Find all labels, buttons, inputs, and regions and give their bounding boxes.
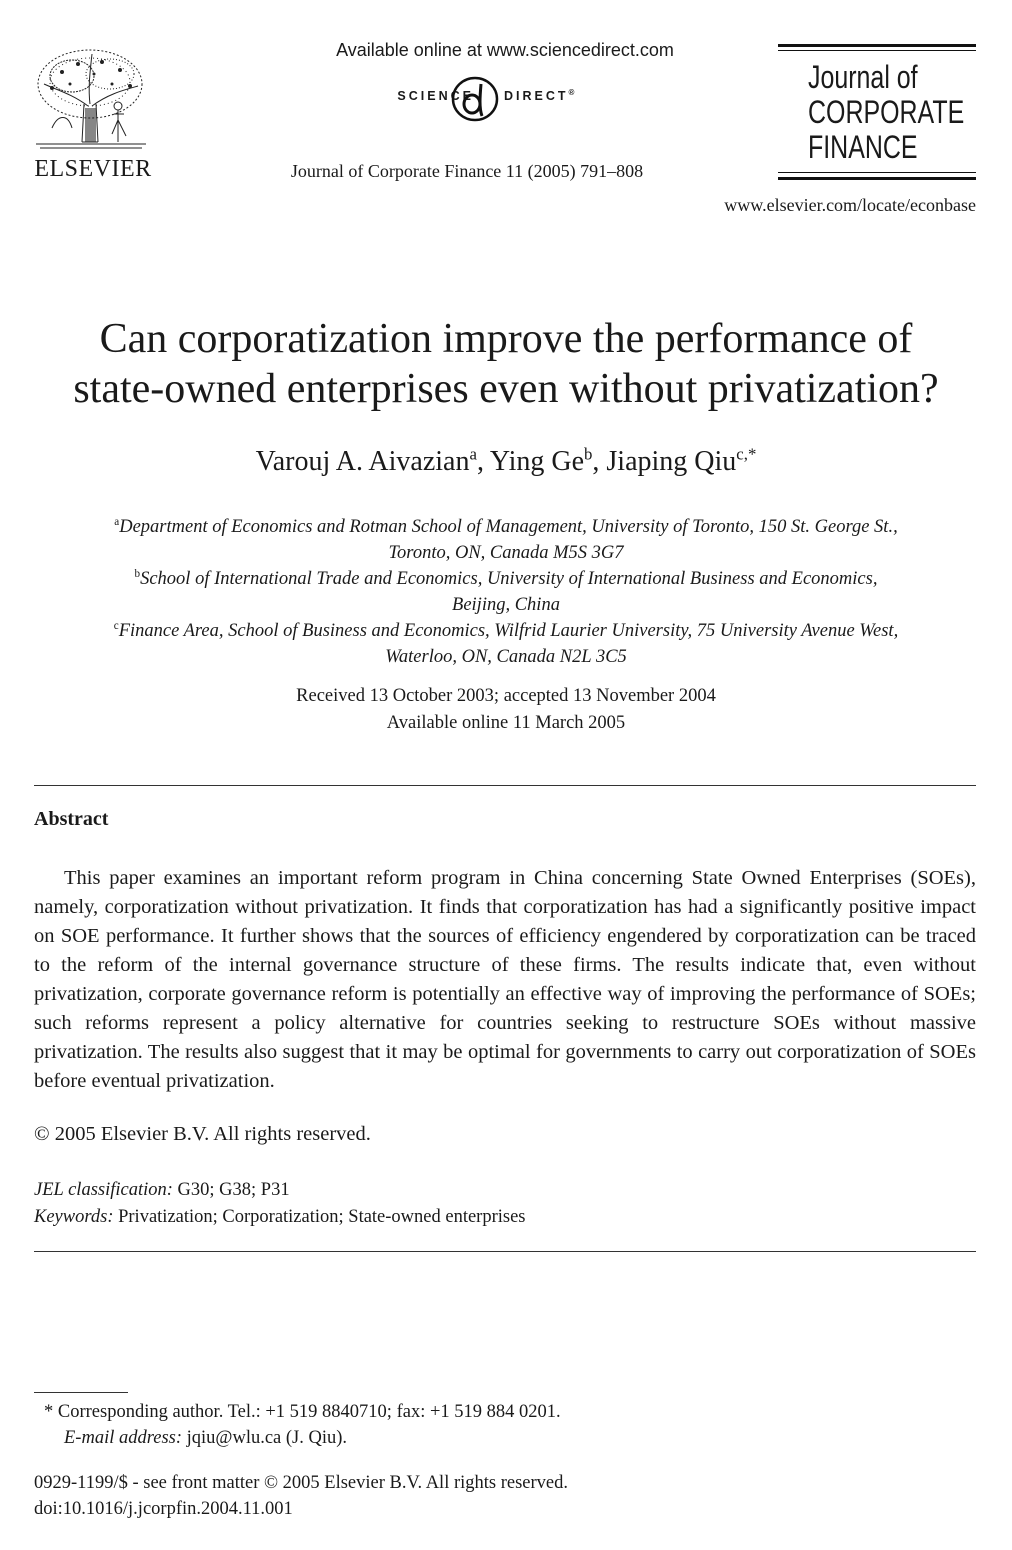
sciencedirect-right-word: DIRECT® xyxy=(504,87,575,103)
journal-logo xyxy=(778,44,976,184)
sciencedirect-at-icon xyxy=(448,74,502,124)
affiliation-c: $^c$Finance Area, School of Business and Economics, Wilfrid Laurier University, 75 University Avenue West, Waterloo, ON, Canada N2L 3C5 xyxy=(113,619,899,667)
received-date: Received 13 October 2003; accepted 13 November 2004 xyxy=(296,686,716,706)
divider xyxy=(34,1251,976,1252)
jel-classification: JEL classification: G30; G38; P31 xyxy=(34,1180,290,1200)
article-title xyxy=(30,314,982,414)
title-line: state-owned enterprises even without privatization? xyxy=(73,366,939,412)
author-email: E-mail address: jqiu@wlu.ca (J. Qiu). xyxy=(64,1428,348,1448)
author-name: Ying Ge xyxy=(489,446,585,477)
divider xyxy=(34,785,976,786)
available-online-text: Available online at www.sciencedirect.com xyxy=(336,40,674,60)
journal-url[interactable]: www.elsevier.com/locate/econbase xyxy=(724,195,976,215)
author-list: Varouj A. Aivazian$^a$, Ying Ge$^b$, Jiaping Qiu$^{c,*}$ xyxy=(255,444,757,477)
author-name: Varouj A. Aivazian xyxy=(255,446,470,477)
footnote-rule xyxy=(34,1392,128,1393)
doi-line[interactable]: doi:10.1016/j.jcorpfin.2004.11.001 xyxy=(34,1499,293,1519)
title-line: Can corporatization improve the performance of xyxy=(99,316,913,362)
author-sup: c,* xyxy=(736,444,757,464)
affiliation-a: $^a$Department of Economics and Rotman School of Management, University of Toronto, 150 St. George St., Toronto, ON, Canada M5S 3G7 xyxy=(114,515,898,563)
abstract-body: This paper examines an important reform program in China concerning State Owned Enterprises (SOEs), namely, corporatization without privatization. It finds that corporatization has had a significantly positive impact on SOE performance. It further shows that the sources of efficiency engendered by corporatization can be traced to the reform of the internal governance structure of these firms. The results indicate that, even without privatization, corporate governance reform is potentially an effective way of improving the performance of SOEs; such reforms represent a policy alternative for countries seeking to restructure SOEs without massive privatization. The results also suggest that it may be optimal for governments to carry out corporatization of SOEs before eventual privatization. xyxy=(34,867,976,1092)
journal-logo-line: Journal of xyxy=(808,59,918,95)
abstract-copyright: © 2005 Elsevier B.V. All rights reserved. xyxy=(34,1123,371,1145)
online-date: Available online 11 March 2005 xyxy=(386,713,626,733)
journal-citation: Journal of Corporate Finance 11 (2005) 791–808 xyxy=(290,161,644,181)
journal-logo-line: CORPORATE xyxy=(808,94,965,130)
elsevier-tree-icon xyxy=(32,44,150,152)
abstract-heading: Abstract xyxy=(34,808,109,830)
publisher-name: ELSEVIER xyxy=(34,156,152,182)
publisher-logo xyxy=(28,44,158,184)
corresponding-author-note: * Corresponding author. Tel.: +1 519 8840710; fax: +1 519 884 0201. xyxy=(44,1402,561,1422)
sciencedirect-logo xyxy=(300,80,710,120)
keywords: Keywords: Privatization; Corporatization; State-owned enterprises xyxy=(34,1207,526,1227)
author-sup: b xyxy=(584,444,593,464)
sciencedirect-left-word: SCIENCE xyxy=(397,89,474,103)
author-sup: a xyxy=(469,444,477,464)
author-name: Jiaping Qiu xyxy=(606,446,737,477)
issn-line: 0929-1199/$ - see front matter © 2005 Elsevier B.V. All rights reserved. xyxy=(34,1473,569,1493)
affiliation-b: $^b$School of International Trade and Economics, University of International Business and Economics, Beijing, China xyxy=(134,567,878,615)
journal-logo-line: FINANCE xyxy=(808,129,918,165)
